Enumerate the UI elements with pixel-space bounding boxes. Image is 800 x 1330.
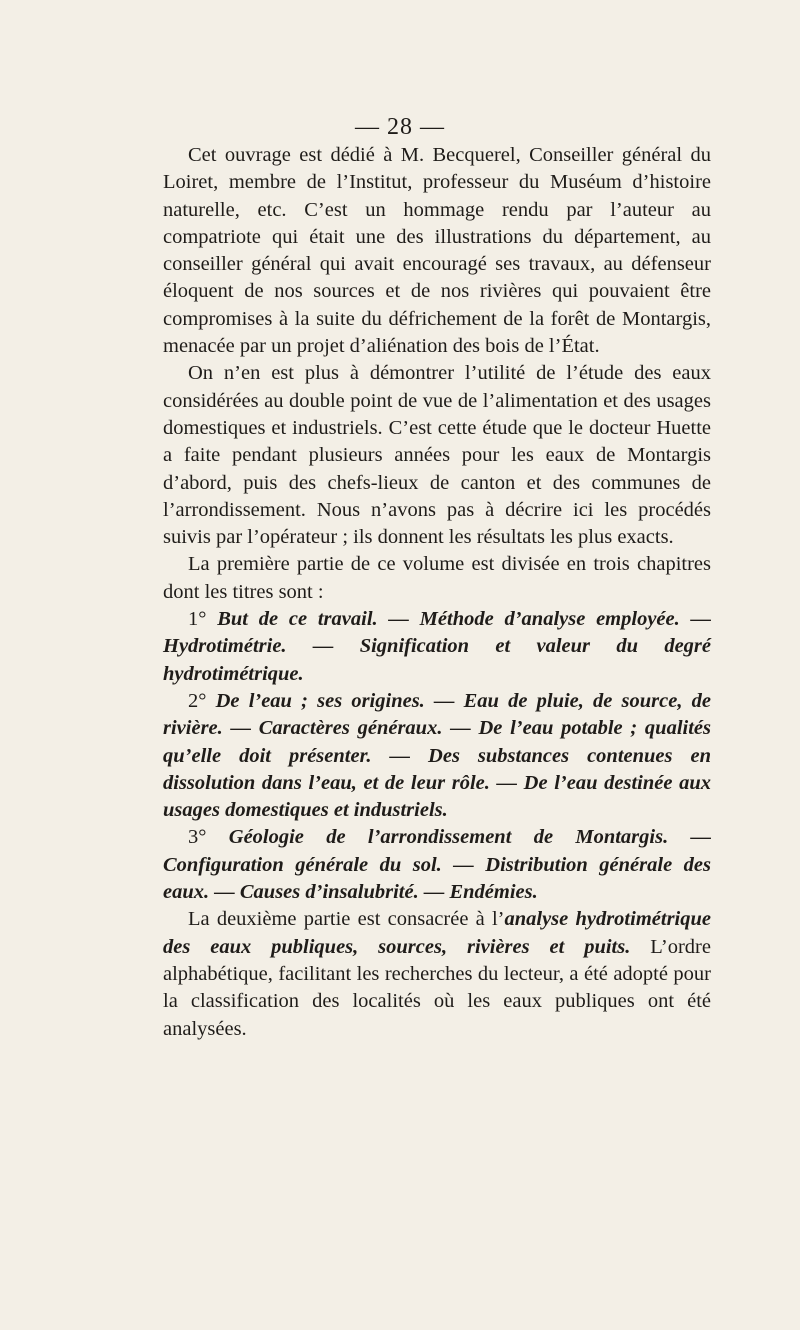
second-part-intro: La deuxième partie est consacrée à l’ <box>188 908 505 931</box>
chapter-3-title: Géologie de l’arrondissement de Montargis. — Configuration générale du sol. — Distribution générale des eaux. — Causes d’insalubrité. — Endémies. <box>163 826 712 904</box>
chapter-3 <box>163 824 711 906</box>
body-text <box>163 142 711 1043</box>
chapter-2 <box>163 688 711 824</box>
paragraph-dedication: Cet ouvrage est dédié à M. Becquerel, Conseiller général du Loiret, membre de l’Institut, professeur du Muséum d’histoire naturelle, etc. C’est un hommage rendu par l’auteur au compatriote qui était une des illustrations du département, au conseiller général qui avait encouragé ses travaux, au défenseur éloquent de nos sources et de nos rivières qui pouvaient être compromises à la suite du défrichement de la forêt de Montargis, menacée par un projet d’aliénation des bois de l’État. <box>163 144 711 358</box>
second-part-text: L’ordre alphabétique, facilitant les recherches du lecteur, a été adopté pour la classification des localités où les eaux publiques ont été analysées. <box>163 935 711 1040</box>
chapter-1-number: 1° <box>188 608 207 631</box>
paragraph-second-part <box>163 906 711 1042</box>
page-number: — 28 — <box>355 114 445 140</box>
paragraph-first-part: La première partie de ce volume est divisée en trois chapitres dont les titres sont : <box>163 553 711 603</box>
chapter-1 <box>163 606 711 688</box>
chapter-3-number: 3° <box>188 826 207 849</box>
chapter-2-title: De l’eau ; ses origines. — Eau de pluie, de source, de rivière. — Caractères généraux. — De l’eau potable ; qualités qu’elle doit présenter. — Des substances contenues en dissolution dans l’eau, et de leur rôle. — De l’eau destinée aux usages domestiques et industriels. <box>163 689 711 822</box>
second-part-title: analyse hydrotimétrique des eaux publiques, sources, rivières et puits. <box>163 908 711 958</box>
chapter-1-title: But de ce travail. — Méthode d’analyse employée. — Hydrotimétrie. — Signification et valeur du degré hydrotimétrique. <box>163 608 712 685</box>
chapter-2-number: 2° <box>188 689 207 712</box>
paragraph-study: On n’en est plus à démontrer l’utilité de l’étude des eaux considérées au double point de vue de l’alimentation et des usages domestiques et industriels. C’est cette étude que le docteur Huette a faite pendant plusieurs années pour les eaux de Montargis d’abord, puis des chefs-lieux de canton et des communes de l’arrondissement. Nous n’avons pas à décrire ici les procédés suivis par l’opérateur ; ils donnent les résultats les plus exacts. <box>163 362 711 549</box>
